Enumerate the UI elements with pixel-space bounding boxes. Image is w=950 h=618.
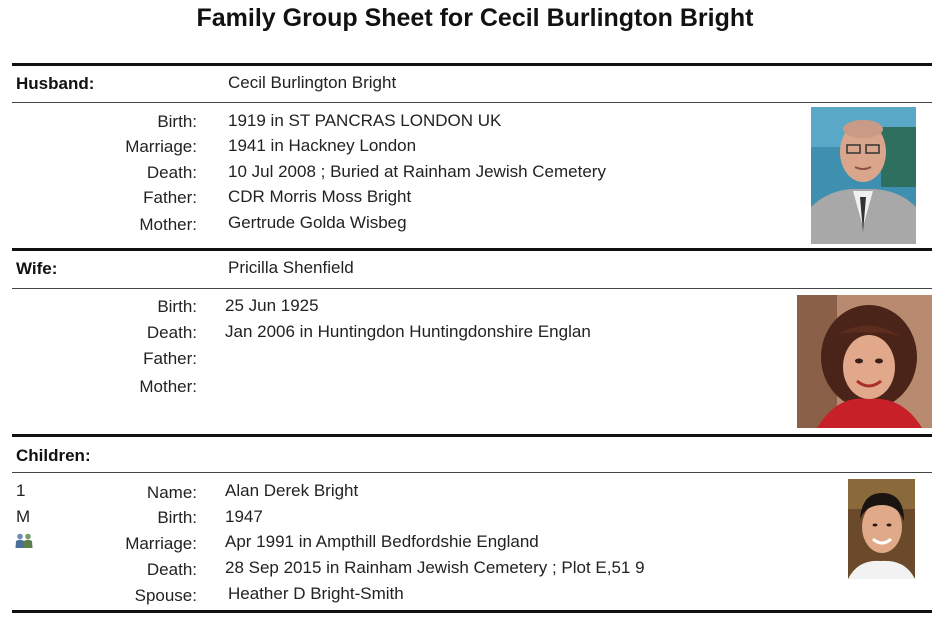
husband-death-value: 10 Jul 2008 ; Buried at Rainham Jewish Cemetery bbox=[228, 162, 606, 181]
husband-death-label: Death: bbox=[146, 163, 197, 182]
child-birth-value: 1947 bbox=[225, 507, 263, 526]
wife-mother-label: Mother: bbox=[139, 377, 197, 396]
child-spouse-value: Heather D Bright-Smith bbox=[228, 584, 404, 603]
child-name-label: Name: bbox=[146, 483, 197, 502]
child-marriage-value: Apr 1991 in Ampthill Bedfordshie England bbox=[225, 532, 539, 551]
wife-top-rule bbox=[12, 248, 932, 251]
husband-mother-label: Mother: bbox=[139, 215, 197, 234]
child-number: 1 bbox=[16, 481, 26, 500]
husband-birth-value: 1919 in ST PANCRAS LONDON UK bbox=[228, 111, 502, 130]
wife-birth-value: 25 Jun 1925 bbox=[225, 296, 319, 315]
child-death-value: 28 Sep 2015 in Rainham Jewish Cemetery ; Plot E,51 9 bbox=[225, 558, 645, 577]
wife-section-label: Wife: bbox=[16, 259, 58, 278]
couple-icon bbox=[14, 533, 34, 549]
husband-birth-label: Birth: bbox=[157, 112, 197, 131]
children-top-rule bbox=[12, 434, 932, 437]
husband-father-value: CDR Morris Moss Bright bbox=[228, 187, 412, 206]
wife-birth-label: Birth: bbox=[157, 297, 197, 316]
husband-section-label: Husband: bbox=[16, 74, 95, 93]
wife-name: Pricilla Shenfield bbox=[228, 258, 354, 277]
husband-name: Cecil Burlington Bright bbox=[228, 73, 397, 92]
husband-top-rule bbox=[12, 63, 932, 66]
wife-death-value: Jan 2006 in Huntingdon Huntingdonshire Englan bbox=[225, 322, 591, 341]
child-photo bbox=[848, 479, 915, 579]
wife-death-label: Death: bbox=[146, 323, 197, 342]
children-bottom-rule bbox=[12, 610, 932, 613]
husband-marriage-value: 1941 in Hackney London bbox=[228, 136, 417, 155]
husband-mother-value: Gertrude Golda Wisbeg bbox=[228, 213, 407, 232]
child-name-value: Alan Derek Bright bbox=[225, 481, 359, 500]
wife-divider bbox=[12, 288, 932, 289]
wife-father-label: Father: bbox=[143, 349, 197, 368]
child-marriage-label: Marriage: bbox=[125, 534, 197, 553]
husband-photo bbox=[811, 107, 916, 244]
children-section-label: Children: bbox=[16, 446, 91, 465]
child-sex: M bbox=[16, 507, 31, 526]
children-divider bbox=[12, 472, 932, 473]
child-birth-label: Birth: bbox=[157, 508, 197, 527]
husband-divider bbox=[12, 102, 932, 103]
wife-photo bbox=[797, 295, 932, 428]
page-title: Family Group Sheet for Cecil Burlington Bright bbox=[196, 4, 754, 32]
child-spouse-label: Spouse: bbox=[134, 586, 197, 605]
husband-father-label: Father: bbox=[143, 188, 197, 207]
husband-marriage-label: Marriage: bbox=[125, 137, 197, 156]
child-death-label: Death: bbox=[146, 560, 197, 579]
